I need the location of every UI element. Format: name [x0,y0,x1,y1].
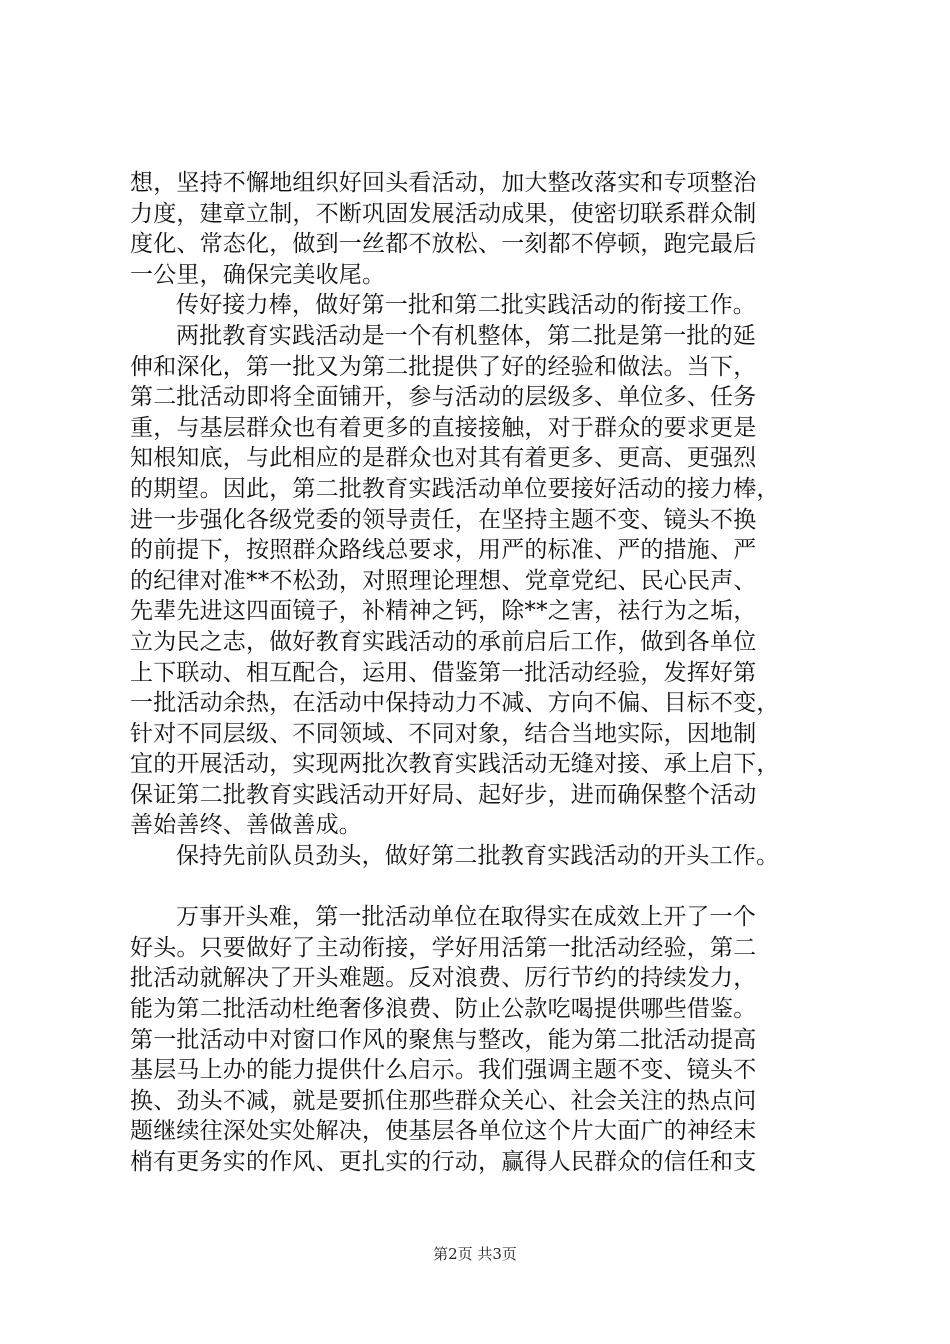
text-line: 一公里，确保完美收尾。 [130,261,386,288]
text-line: 上下联动、相互配合，运用、借鉴第一批活动经验，发挥好第 [130,659,757,686]
text-line: 的前提下，按照群众路线总要求，用严的标准、严的措施、严 [130,537,757,564]
text-line: 知根知底，与此相应的是群众也对其有着更多、更高、更强烈 [130,445,757,472]
text-line: 基层马上办的能力提供什么启示。我们强调主题不变、镜头不 [130,1057,757,1084]
text-line: 题继续往深处实处解决，使基层各单位这个片大面广的神经末 [130,1118,757,1145]
text-line: 能为第二批活动杜绝奢侈浪费、防止公款吃喝提供哪些借鉴。 [130,996,757,1023]
text-line: 先辈先进这四面镜子，补精神之钙，除**之害，祛行为之垢， [130,598,757,625]
text-line: 梢有更务实的作风、更扎实的行动，赢得人民群众的信任和支 [130,1149,757,1175]
document-body [130,168,850,1178]
text-line: 换、劲头不减，就是要抓住那些群众关心、社会关注的热点问 [130,1087,757,1114]
page-number-footer: 第2页 共3页 [433,1245,517,1263]
text-line: 度化、常态化，做到一丝都不放松、一刻都不停顿，跑完最后 [130,231,757,258]
text-line: 保证第二批教育实践活动开好局、起好步，进而确保整个活动 [130,781,757,808]
text-line: 伸和深化，第一批又为第二批提供了好的经验和做法。当下， [130,353,757,380]
text-line: 两批教育实践活动是一个有机整体，第二批是第一批的延 [176,322,756,349]
text-line: 一批活动余热，在活动中保持动力不减、方向不偏、目标不变， [130,690,780,717]
text-line: 好头。只要做好了主动衔接，学好用活第一批活动经验，第二 [130,934,757,961]
text-line: 第一批活动中对窗口作风的聚焦与整改，能为第二批活动提高 [130,1026,757,1053]
text-line: 针对不同层级、不同领域、不同对象，结合当地实际，因地制 [130,720,757,747]
text-line: 第二批活动即将全面铺开，参与活动的层级多、单位多、任务 [130,384,757,411]
text-line: 万事开头难，第一批活动单位在取得实在成效上开了一个 [176,904,756,931]
text-line: 立为民之志，做好教育实践活动的承前启后工作，做到各单位 [130,628,757,655]
text-line: 宜的开展活动，实现两批次教育实践活动无缝对接、承上启下， [130,751,780,778]
text-line: 的纪律对准**不松劲，对照理论理想、党章党纪、民心民声、 [130,567,757,594]
text-line: 力度，建章立制，不断巩固发展活动成果，使密切联系群众制 [130,200,757,227]
text-line: 善始善终、善做善成。 [130,812,362,839]
blank-line [130,872,850,903]
text-line: 重，与基层群众也有着更多的直接接触，对于群众的要求更是 [130,414,757,441]
text-line: 进一步强化各级党委的领导责任，在坚持主题不变、镜头不换 [130,506,757,533]
text-line: 想，坚持不懈地组织好回头看活动，加大整改落实和专项整治 [130,170,757,196]
section-heading: 传好接力棒，做好第一批和第二批实践活动的衔接工作。 [176,292,756,319]
text-line: 批活动就解决了开头难题。反对浪费、厉行节约的持续发力， [130,965,757,992]
text-line: 的期望。因此，第二批教育实践活动单位要接好活动的接力棒， [130,475,780,502]
section-heading: 保持先前队员劲头，做好第二批教育实践活动的开头工作。 [176,843,780,870]
